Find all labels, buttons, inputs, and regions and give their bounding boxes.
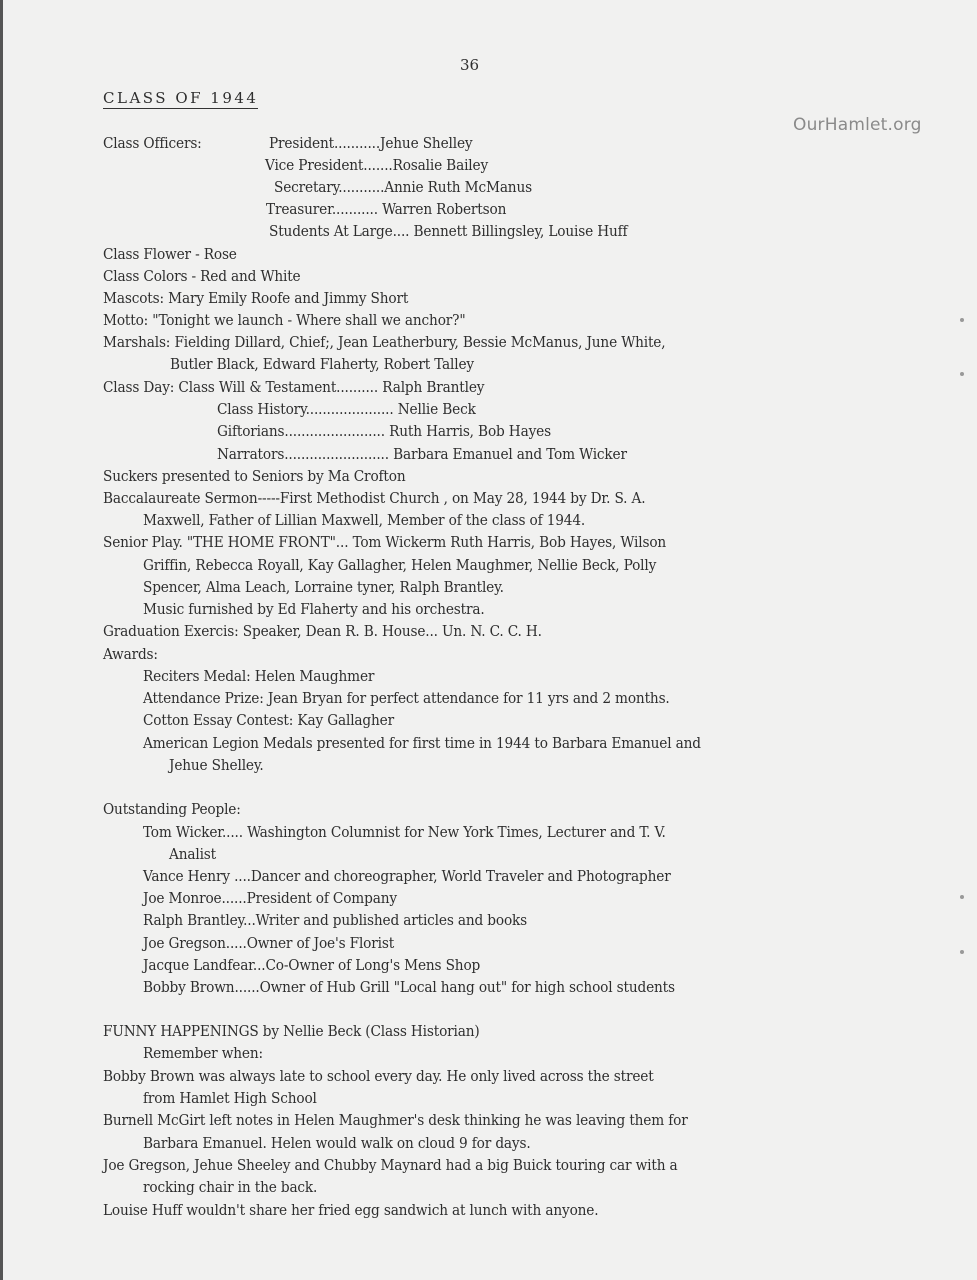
senior-play-cont-1: Griffin, Rebecca Royall, Kay Gallagher, Helen Maughmer, Nellie Beck, Polly (143, 556, 657, 574)
mascots: Mascots: Mary Emily Roofe and Jimmy Short (103, 289, 409, 307)
punch-mark (960, 372, 964, 376)
class-flower: Class Flower - Rose (103, 245, 237, 263)
class-day-will: Class Day: Class Will & Testament.......... Ralph Brantley (103, 378, 485, 396)
class-colors: Class Colors - Red and White (103, 267, 301, 285)
person-bobby-brown: Bobby Brown......Owner of Hub Grill "Local hang out" for high school students (143, 978, 675, 996)
happening-burnell-mcgirt-cont: Barbara Emanuel. Helen would walk on cloud 9 for days. (143, 1134, 531, 1152)
senior-play-music: Music furnished by Ed Flaherty and his orchestra. (143, 600, 485, 618)
award-reciters: Reciters Medal: Helen Maughmer (143, 667, 375, 685)
suckers: Suckers presented to Seniors by Ma Crofton (103, 467, 406, 485)
graduation-exercise: Graduation Exercis: Speaker, Dean R. B. House... Un. N. C. C. H. (103, 622, 542, 640)
person-ralph-brantley: Ralph Brantley...Writer and published articles and books (143, 911, 528, 929)
outstanding-people-label: Outstanding People: (103, 800, 241, 818)
person-joe-gregson: Joe Gregson.....Owner of Joe's Florist (143, 934, 395, 952)
class-day-giftorians: Giftorians........................ Ruth Harris, Bob Hayes (217, 422, 551, 440)
funny-happenings-heading: FUNNY HAPPENINGS by Nellie Beck (Class Historian) (103, 1022, 480, 1040)
officer-treasurer: Treasurer........... Warren Robertson (266, 200, 507, 218)
person-joe-monroe: Joe Monroe......President of Company (143, 889, 397, 907)
person-vance-henry: Vance Henry ....Dancer and choreographer, World Traveler and Photographer (143, 867, 671, 885)
happening-buick-cont: rocking chair in the back. (143, 1178, 318, 1196)
award-legion: American Legion Medals presented for first time in 1944 to Barbara Emanuel and (143, 734, 701, 752)
happening-bobby-brown: Bobby Brown was always late to school every day. He only lived across the street (103, 1067, 654, 1085)
person-jacque-landfear: Jacque Landfear...Co-Owner of Long's Mens Shop (143, 956, 481, 974)
senior-play-cont-2: Spencer, Alma Leach, Lorraine tyner, Ralph Brantley. (143, 578, 504, 596)
baccalaureate: Baccalaureate Sermon-----First Methodist Church , on May 28, 1944 by Dr. S. A. (103, 489, 646, 507)
remember-when: Remember when: (143, 1044, 263, 1062)
happening-buick: Joe Gregson, Jehue Sheeley and Chubby Maynard had a big Buick touring car with a (103, 1156, 678, 1174)
award-legion-cont: Jehue Shelley. (169, 756, 264, 774)
punch-mark (960, 895, 964, 899)
baccalaureate-cont: Maxwell, Father of Lillian Maxwell, Member of the class of 1944. (143, 511, 586, 529)
punch-mark (960, 950, 964, 954)
person-tom-wicker: Tom Wicker..... Washington Columnist for New York Times, Lecturer and T. V. (143, 823, 666, 841)
awards-label: Awards: (103, 645, 158, 663)
happening-burnell-mcgirt: Burnell McGirt left notes in Helen Maughmer's desk thinking he was leaving them for (103, 1111, 688, 1129)
class-officers-label: Class Officers: (103, 134, 202, 152)
marshals-cont: Butler Black, Edward Flaherty, Robert Talley (170, 355, 474, 373)
award-cotton-essay: Cotton Essay Contest: Kay Gallagher (143, 711, 394, 729)
page-number: 36 (460, 56, 480, 74)
officer-vice-president: Vice President.......Rosalie Bailey (265, 156, 489, 174)
senior-play: Senior Play. "THE HOME FRONT"... Tom Wickerm Ruth Harris, Bob Hayes, Wilson (103, 533, 667, 551)
happening-bobby-brown-cont: from Hamlet High School (143, 1089, 317, 1107)
officer-students-at-large: Students At Large.... Bennett Billingsley, Louise Huff (269, 222, 628, 240)
page-edge (0, 0, 3, 1280)
class-day-narrators: Narrators......................... Barbara Emanuel and Tom Wicker (217, 445, 627, 463)
motto: Motto: "Tonight we launch - Where shall we anchor?" (103, 311, 466, 329)
class-day-history: Class History..................... Nellie Beck (217, 400, 476, 418)
watermark: OurHamlet.org (793, 115, 922, 135)
officer-secretary: Secretary...........Annie Ruth McManus (274, 178, 532, 196)
person-tom-wicker-cont: Analist (169, 845, 216, 863)
marshals: Marshals: Fielding Dillard, Chief;, Jean Leatherbury, Bessie McManus, June White, (103, 333, 666, 351)
punch-mark (960, 318, 964, 322)
award-attendance: Attendance Prize: Jean Bryan for perfect attendance for 11 yrs and 2 months. (143, 689, 670, 707)
happening-louise-huff: Louise Huff wouldn't share her fried egg sandwich at lunch with anyone. (103, 1201, 599, 1219)
officer-president: President...........Jehue Shelley (269, 134, 473, 152)
section-title: CLASS OF 1944 (103, 89, 259, 107)
